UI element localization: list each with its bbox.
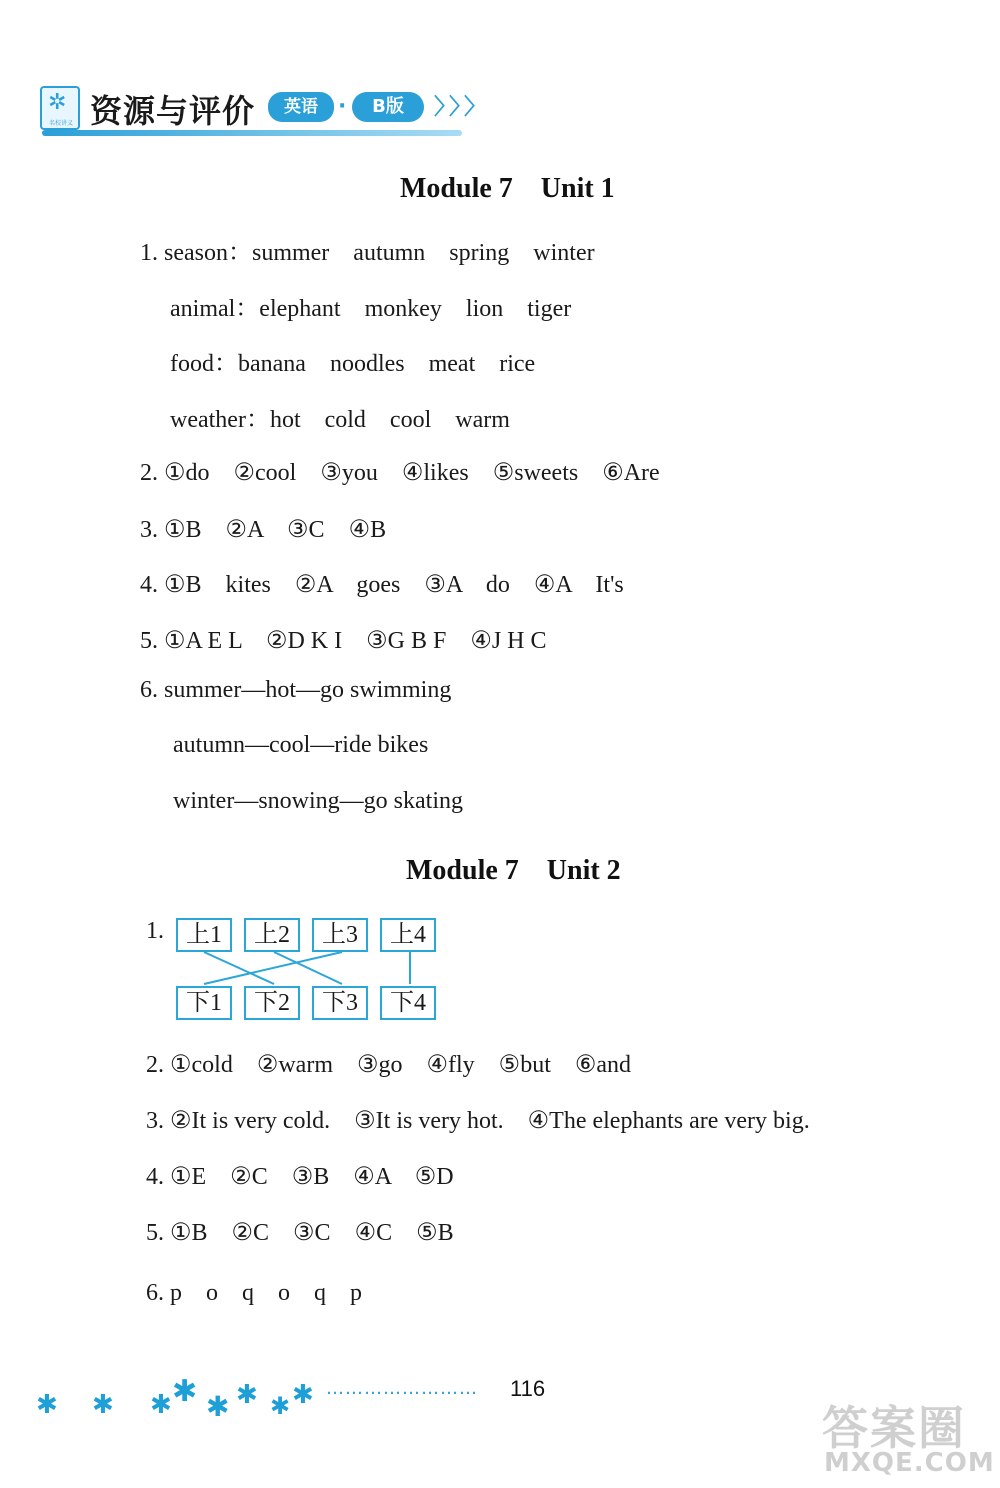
page-header bbox=[40, 84, 491, 142]
unit1-line-10: autumn—cool—ride bikes bbox=[173, 732, 429, 758]
star-icon: ✱ bbox=[236, 1380, 258, 1410]
unit1-line-8: 5. ①A E L ②D K I ③G B F ④J H C bbox=[140, 628, 547, 654]
unit1-line-7: 4. ①B kites ②A goes ③A do ④A It's bbox=[140, 572, 624, 598]
match-box-top-4: 上4 bbox=[380, 918, 436, 952]
unit2-line-6: 6. p o q o q p bbox=[146, 1280, 362, 1306]
star-icon: ✱ bbox=[172, 1374, 198, 1409]
unit2-heading: Module 7 Unit 2 bbox=[406, 855, 621, 886]
unit2-line-3: 3. ②It is very cold. ③It is very hot. ④The elephants are very big. bbox=[146, 1108, 810, 1134]
edition-badge: B版 bbox=[352, 92, 424, 122]
unit2-q1-number: 1. bbox=[146, 918, 164, 944]
match-box-top-3: 上3 bbox=[312, 918, 368, 952]
site-watermark bbox=[818, 1392, 998, 1486]
star-logo-icon: ✲ bbox=[48, 89, 67, 114]
match-box-bottom-4: 下4 bbox=[380, 986, 436, 1020]
unit1-heading: Module 7 Unit 1 bbox=[400, 173, 615, 204]
unit1-line-3: food：banana noodles meat rice bbox=[170, 351, 536, 377]
match-line-1 bbox=[204, 952, 274, 984]
footer-dotted-leader: …………………… bbox=[326, 1378, 478, 1399]
unit1-line-1: 1. season：summer autumn spring winter bbox=[140, 240, 595, 266]
star-icon: ✱ bbox=[150, 1390, 172, 1420]
star-icon: ✱ bbox=[92, 1390, 114, 1420]
unit2-line-5: 5. ①B ②C ③C ④C ⑤B bbox=[146, 1220, 454, 1246]
unit1-line-5: 2. ①do ②cool ③you ④likes ⑤sweets ⑥Are bbox=[140, 460, 660, 486]
star-icon: ✱ bbox=[292, 1380, 314, 1410]
unit1-line-2: animal：elephant monkey lion tiger bbox=[170, 296, 572, 322]
match-box-bottom-1: 下1 bbox=[176, 986, 232, 1020]
unit1-line-9: 6. summer—hot—go swimming bbox=[140, 677, 452, 703]
subject-badge: 英语 bbox=[268, 92, 334, 122]
unit1-line-4: weather：hot cold cool warm bbox=[170, 407, 510, 433]
star-icon: ✱ bbox=[270, 1392, 291, 1420]
separator-dot: · bbox=[338, 94, 347, 119]
match-box-top-2: 上2 bbox=[244, 918, 300, 952]
footer-stars bbox=[30, 1372, 330, 1432]
header-underline bbox=[42, 130, 462, 136]
book-title: 资源与评价 bbox=[90, 92, 256, 130]
match-box-top-1: 上1 bbox=[176, 918, 232, 952]
match-line-3 bbox=[204, 952, 342, 984]
unit2-line-4: 4. ①E ②C ③B ④A ⑤D bbox=[146, 1164, 454, 1190]
watermark-top-text: 答案圈 bbox=[822, 1401, 966, 1455]
unit1-line-6: 3. ①B ②A ③C ④B bbox=[140, 517, 387, 543]
unit2-line-2: 2. ①cold ②warm ③go ④fly ⑤but ⑥and bbox=[146, 1052, 632, 1078]
star-icon: ✱ bbox=[206, 1390, 230, 1423]
publisher-logo bbox=[40, 86, 80, 130]
match-box-bottom-2: 下2 bbox=[244, 986, 300, 1020]
match-box-bottom-3: 下3 bbox=[312, 986, 368, 1020]
star-icon: ✱ bbox=[36, 1390, 58, 1420]
chevrons-icon: 〉〉〉 bbox=[434, 95, 491, 120]
match-line-2 bbox=[274, 952, 342, 984]
watermark-bottom-text: MXQE.COM bbox=[824, 1448, 995, 1478]
page-number: 116 bbox=[510, 1376, 546, 1401]
logo-text: 名校讲义 bbox=[48, 120, 73, 127]
unit1-line-11: winter—snowing—go skating bbox=[173, 788, 463, 814]
